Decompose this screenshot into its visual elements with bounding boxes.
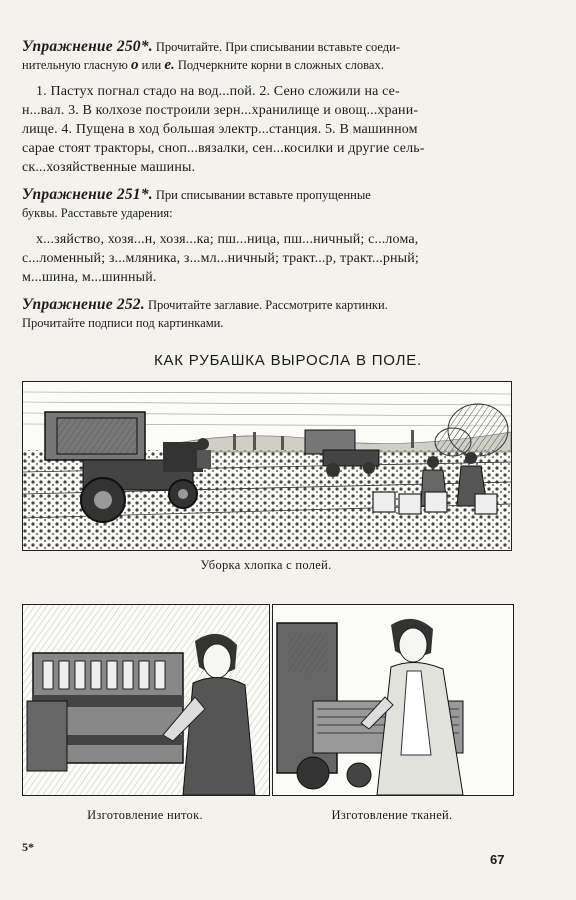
exercise-250-heading: Упражнение 250*. xyxy=(22,38,153,55)
exercise-251-text xyxy=(22,230,520,287)
cotton-harvest-drawing xyxy=(23,382,511,550)
threads-illustration xyxy=(22,604,270,796)
section-title: КАК РУБАШКА ВЫРОСЛА В ПОЛЕ. xyxy=(153,352,423,369)
caption-cotton-harvest: Уборка хлопка с полей. xyxy=(200,558,332,572)
loom-drawing xyxy=(273,605,513,795)
exercise-252-heading: Упражнение 252. xyxy=(22,296,145,313)
spinning-machine-drawing xyxy=(23,605,269,795)
text-line: м...шина, м...шинный. xyxy=(22,270,157,285)
printer-signature: 5* xyxy=(22,840,34,854)
text-line: ск...хозяйственные машины. xyxy=(22,160,196,175)
text-line: с...ломенный; з...мляника, з...мл...ничный; тракт...р, тракт...рный; xyxy=(22,251,419,266)
exercise-251: Упражнение 251*. При списывании вставьте пропущенные буквы. Расставьте ударения: х...зяйство, хозя...н, хозя...ка; пш...ница, пш...ничный; с...лома, с...ломенный; з...мляника, з...мл...ничный; тракт...р, тракт...рный; м...шина, м...шинный. xyxy=(22,186,520,287)
letter-e: е. xyxy=(164,57,175,73)
exercise-252: Упражнение 252. Прочитайте заглавие. Рассмотрите картинки. Прочитайте подписи под картинками. xyxy=(22,296,520,332)
weaver-woman xyxy=(361,619,463,795)
exercise-251-instruction: Упражнение 251*. При списывании вставьте пропущенные xyxy=(22,186,371,203)
text-line: сарае стоят тракторы, сноп...вязалки, сен...косилки и другие сель- xyxy=(22,141,425,156)
caption-threads: Изготовление ниток. xyxy=(87,808,203,822)
exercise-252-instruction: Упражнение 252. Прочитайте заглавие. Рассмотрите картинки. xyxy=(22,296,388,313)
exercise-250-instruction: Упражнение 250*. Прочитайте. При списывании вставьте соеди- xyxy=(22,38,400,55)
letter-o: о xyxy=(130,57,139,73)
caption-fabrics: Изготовление тканей. xyxy=(331,808,453,822)
text-line: н...вал. 3. В колхозе построили зерн...хранилище и овощ...храни- xyxy=(22,103,419,118)
text-line: х...зяйство, хозя...н, хозя...ка; пш...ница, пш...ничный; с...лома, xyxy=(36,232,419,247)
text-line: лище. 4. Пущена в ход большая электр...станция. 5. В машинном xyxy=(22,122,418,137)
exercise-251-heading: Упражнение 251*. xyxy=(22,186,153,203)
text-line: 1. Пастух погнал стадо на вод...пой. 2. Сено сложили на се- xyxy=(36,84,400,99)
cotton-harvest-illustration xyxy=(22,381,512,551)
page-number: 67 xyxy=(490,852,505,867)
exercise-250-text xyxy=(22,82,520,177)
fabrics-illustration xyxy=(272,604,514,796)
exercise-250: Упражнение 250*. Прочитайте. При списывании вставьте соеди- нительную гласную о или е. Подчеркните корни в сложных словах. 1. Пастух погнал стадо на вод...пой. 2. Сено сложили на се- н...вал. 3. В колхозе построили зерн...хранилище и овощ...храни- лище. 4. Пущена в ход большая электр...станция. 5. В машинном сарае стоят тракторы, сноп...вязалки, сен...косилки и другие сель- ск...хозяйственные машины. xyxy=(22,38,520,177)
spinning-machine xyxy=(27,653,183,771)
